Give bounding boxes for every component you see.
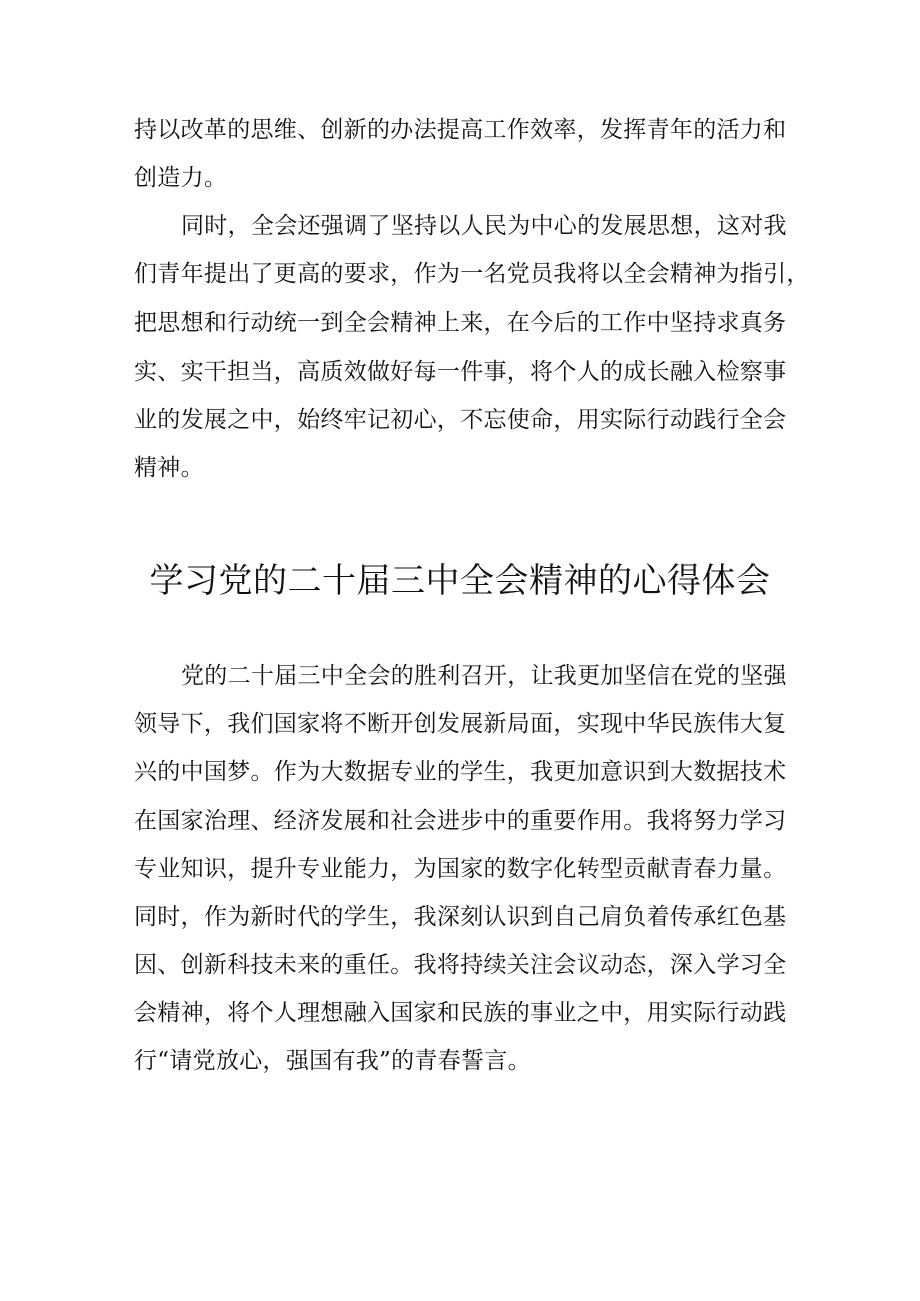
paragraph-line: 们青年提出了更高的要求，作为一名党员我将以全会精神为指引，: [134, 261, 810, 287]
section-title: 学习党的二十届三中全会精神的心得体会: [149, 561, 771, 601]
paragraph-line: 因、创新科技未来的重任。我将持续关注会议动态，深入学习全: [134, 952, 787, 978]
paragraph-line: 会精神，将个人理想融入国家和民族的事业之中，用实际行动践: [134, 1000, 787, 1026]
paragraph-line: 专业知识，提升专业能力，为国家的数字化转型贡献青春力量。: [134, 856, 787, 882]
paragraph-line: 把思想和行动统一到全会精神上来，在今后的工作中坚持求真务: [134, 310, 787, 336]
paragraph-line: 兴的中国梦。作为大数据专业的学生，我更加意识到大数据技术: [134, 759, 787, 785]
paragraph-line: 创造力。: [134, 165, 228, 191]
paragraph-line: 持以改革的思维、创新的办法提高工作效率，发挥青年的活力和: [134, 117, 787, 143]
paragraph-line: 同时，作为新时代的学生，我深刻认识到自己肩负着传承红色基: [134, 904, 787, 930]
paragraph-line: 领导下，我们国家将不断开创发展新局面，实现中华民族伟大复: [134, 711, 787, 737]
paragraph-line: 在国家治理、经济发展和社会进步中的重要作用。我将努力学习: [134, 808, 787, 834]
paragraph-line: 精神。: [134, 455, 204, 481]
paragraph-line: 实、实干担当，高质效做好每一件事，将个人的成长融入检察事: [134, 359, 787, 385]
paragraph-line: 党的二十届三中全会的胜利召开，让我更加坚信在党的坚强: [181, 663, 787, 689]
paragraph-line: 同时，全会还强调了坚持以人民为中心的发展思想，这对我: [181, 213, 787, 239]
paragraph-line: 行“请党放心，强国有我”的青春誓言。: [134, 1048, 531, 1074]
paragraph-line: 业的发展之中，始终牢记初心，不忘使命，用实际行动践行全会: [134, 407, 787, 433]
